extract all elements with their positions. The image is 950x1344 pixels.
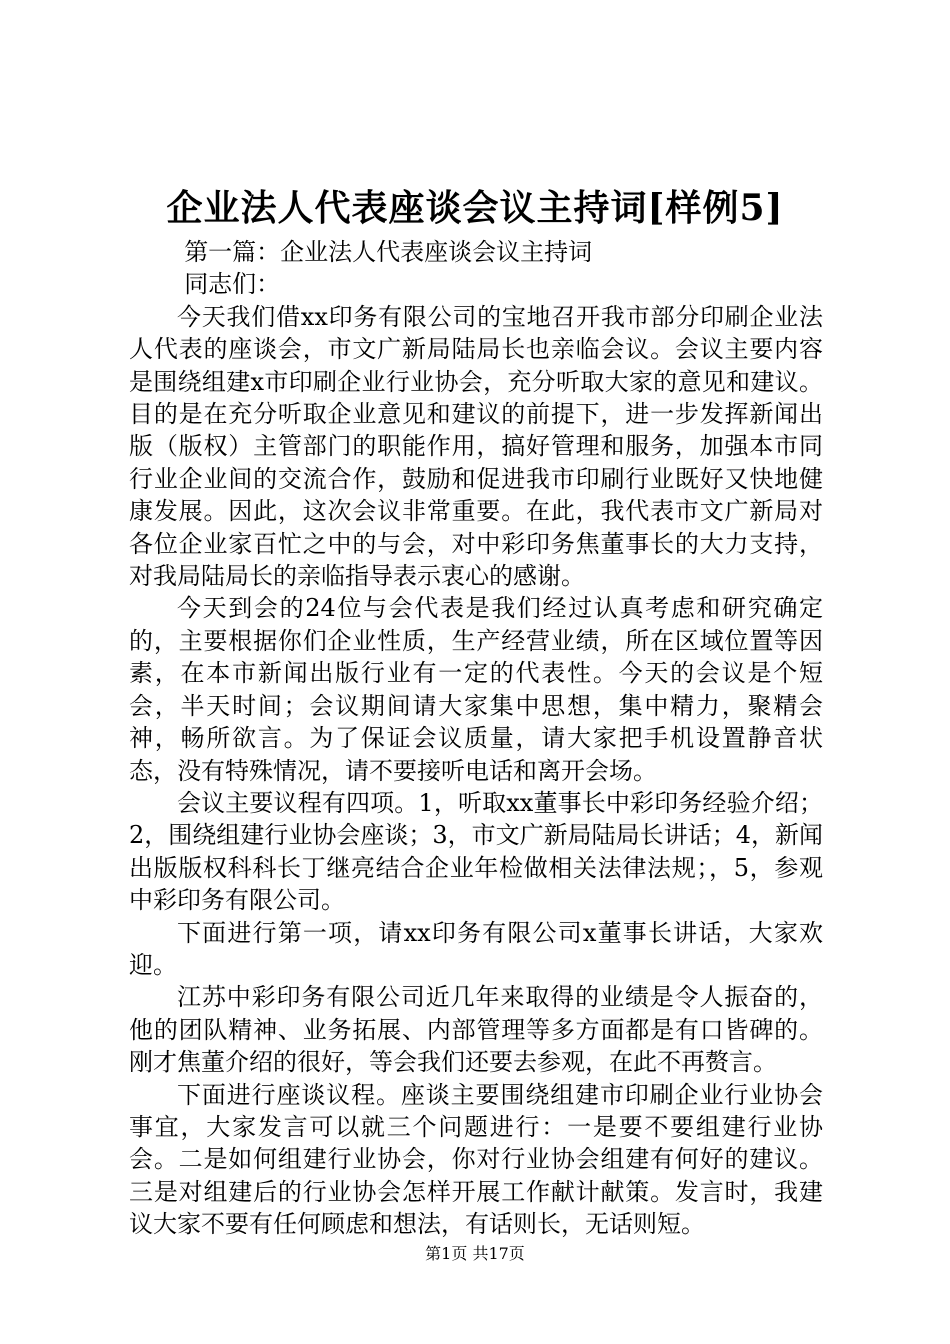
paragraph: 下面进行座谈议程。座谈主要围绕组建市印刷企业行业协会事宜，大家发言可以就三个问题进行：一是要不要组建行业协会。二是如何组建行业协会，你对行业协会组建有何好的建议。三是对组建后的行业协会怎样开展工作献计献策。发言时，我建议大家不要有任何顾虑和想法，有话则长，无话则短。 [129, 1080, 823, 1239]
page-indicator: 第1页 共17页 [425, 1244, 525, 1263]
salutation: 同志们： [184, 270, 281, 299]
paragraph: 今天到会的24位与会代表是我们经过认真考虑和研究确定的，主要根据你们企业性质，生产经营业绩，所在区域位置等因素，在本市新闻出版行业有一定的代表性。今天的会议是个短会，半天时间；会议期间请大家集中思想，集中精力，聚精会神，畅所欲言。为了保证会议质量，请大家把手机设置静音状态，没有特殊情况，请不要接听电话和离开会场。 [129, 594, 823, 785]
page-footer [0, 1243, 950, 1265]
paragraph: 下面进行第一项，请xx印务有限公司x董事长讲话，大家欢迎。 [129, 918, 823, 979]
paragraph: 江苏中彩印务有限公司近几年来取得的业绩是令人振奋的，他的团队精神、业务拓展、内部管理等多方面都是有口皆碑的。刚才焦董介绍的很好，等会我们还要去参观，在此不再赘言。 [129, 983, 823, 1077]
chapter-heading: 第一篇：企业法人代表座谈会议主持词 [184, 238, 593, 266]
paragraph: 会议主要议程有四项。1，听取xx董事长中彩印务经验介绍；2，围绕组建行业协会座谈；3，市文广新局陆局长讲话；4，新闻出版版权科科长丁继亮结合企业年检做相关法律法规；，5，参观中彩印务有限公司。 [129, 788, 823, 915]
document-title: 企业法人代表座谈会议主持词[样例5] [166, 187, 784, 229]
paragraph: 今天我们借xx印务有限公司的宝地召开我市部分印刷企业法人代表的座谈会，市文广新局陆局长也亲临会议。会议主要内容是围绕组建x市印刷企业行业协会，充分听取大家的意见和建议。目的是在充分听取企业意见和建议的前提下，进一步发挥新闻出版（版权）主管部门的职能作用，搞好管理和服务，加强本市同行业企业间的交流合作，鼓励和促进我市印刷行业既好又快地健康发展。因此，这次会议非常重要。在此，我代表市文广新局对各位企业家百忙之中的与会，对中彩印务焦董事长的大力支持，对我局陆局长的亲临指导表示衷心的感谢。 [129, 302, 823, 591]
document-body [129, 236, 823, 1241]
